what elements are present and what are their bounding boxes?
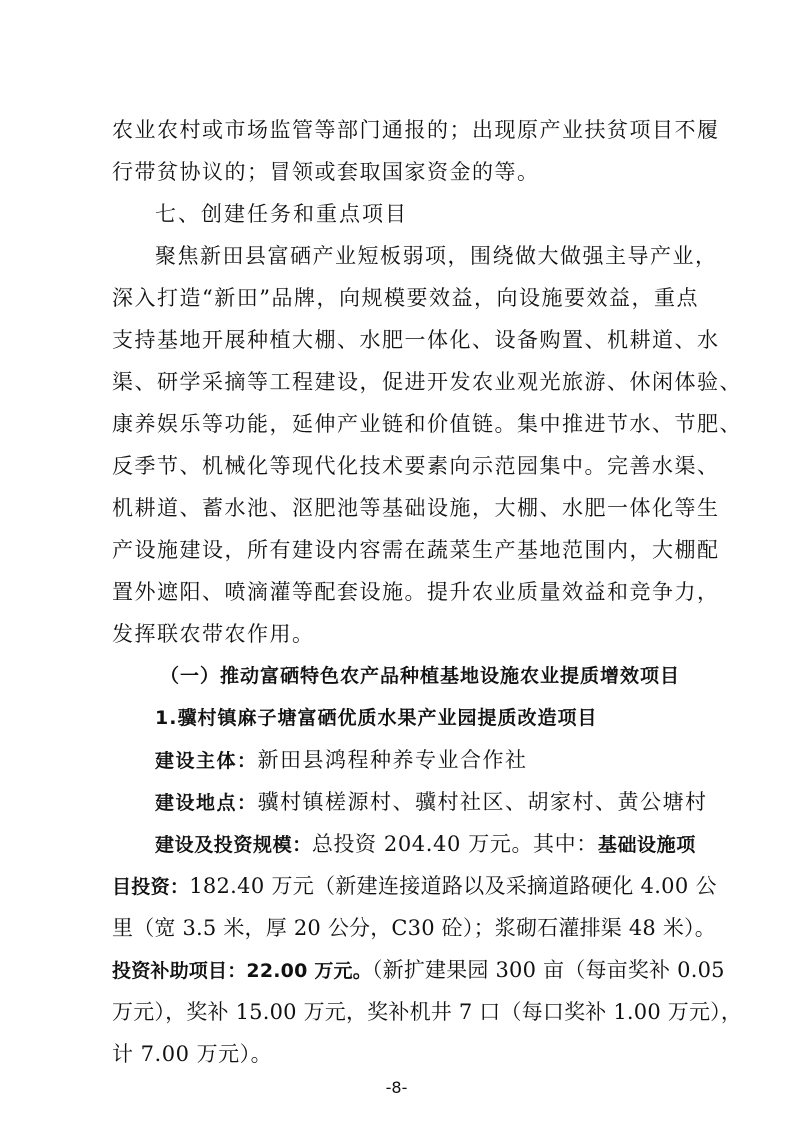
subsidy-value: （新扩建果园 300 亩（每亩奖补 0.05 [371,958,725,982]
text-line: 农业农村或市场监管等部门通报的；出现原产业扶贫项目不履 [112,118,720,142]
text-line: 发挥联农带农作用。 [112,622,315,646]
owner-row [155,745,698,776]
scale-row [155,829,698,860]
infra-value: 182.40 万元（新建连接道路以及采摘道路硬化 4.00 公 [189,874,717,898]
text-line: 万元），奖补 15.00 万元，奖补机井 7 口（每口奖补 1.00 万元）， [112,1000,743,1024]
text-line: 康养娱乐等功能，延伸产业链和价值链。集中推进节水、节肥、 [112,412,742,436]
text-line: 支持基地开展种植大棚、水肥一体化、设备购置、机耕道、水 [112,328,720,352]
text-line: 里（宽 3.5 米，厚 20 公分，C30 砼）；浆砌石灌排渠 48 米）。 [112,916,716,940]
owner-label: 建设主体： [155,750,258,772]
infra-label: 基础设施项 [597,834,696,856]
scale-label: 建设及投资规模： [155,834,312,856]
section-heading: 七、创建任务和重点项目 [155,202,408,226]
subsidy-label: 投资补助项目：22.00 万元。 [112,960,372,982]
site-label: 建设地点： [155,792,258,814]
project-title: 1.骥村镇麻子塘富硒优质水果产业园提质改造项目 [155,707,598,729]
subsection-heading: （一）推动富硒特色农产品种植基地设施农业提质增效项目 [160,665,681,687]
text-line: 反季节、机械化等现代化技术要素向示范园集中。完善水渠、 [112,454,720,478]
page-number: -8- [385,1078,408,1097]
site-row [155,787,708,818]
text-line: 渠、研学采摘等工程建设，促进开发农业观光旅游、休闲体验、 [112,370,742,394]
text-line: 机耕道、蓄水池、沤肥池等基础设施，大棚、水肥一体化等生 [112,496,720,520]
infra-row [112,871,717,902]
text-line: 计 7.00 万元）。 [112,1042,273,1066]
text-line: 产设施建设，所有建设内容需在蔬菜生产基地范围内，大棚配 [112,538,720,562]
text-line: 置外遮阳、喷滴灌等配套设施。提升农业质量效益和竞争力， [112,580,720,604]
scale-value: 总投资 204.40 万元。其中： [311,832,598,856]
text-line: 行带贫协议的；冒领或套取国家资金的等。 [112,160,540,184]
text-line: 深入打造“新田”品牌，向规模要效益，向设施要效益，重点 [112,286,699,310]
site-value: 骥村镇槎源村、骥村社区、胡家村、黄公塘村 [257,790,708,814]
text-line: 聚焦新田县富硒产业短板弱项，围绕做大做强主导产业， [155,244,718,268]
owner-value: 新田县鸿程种养专业合作社 [257,748,528,772]
subsidy-row [112,955,725,986]
infra-label-cont: 目投资： [112,876,190,898]
